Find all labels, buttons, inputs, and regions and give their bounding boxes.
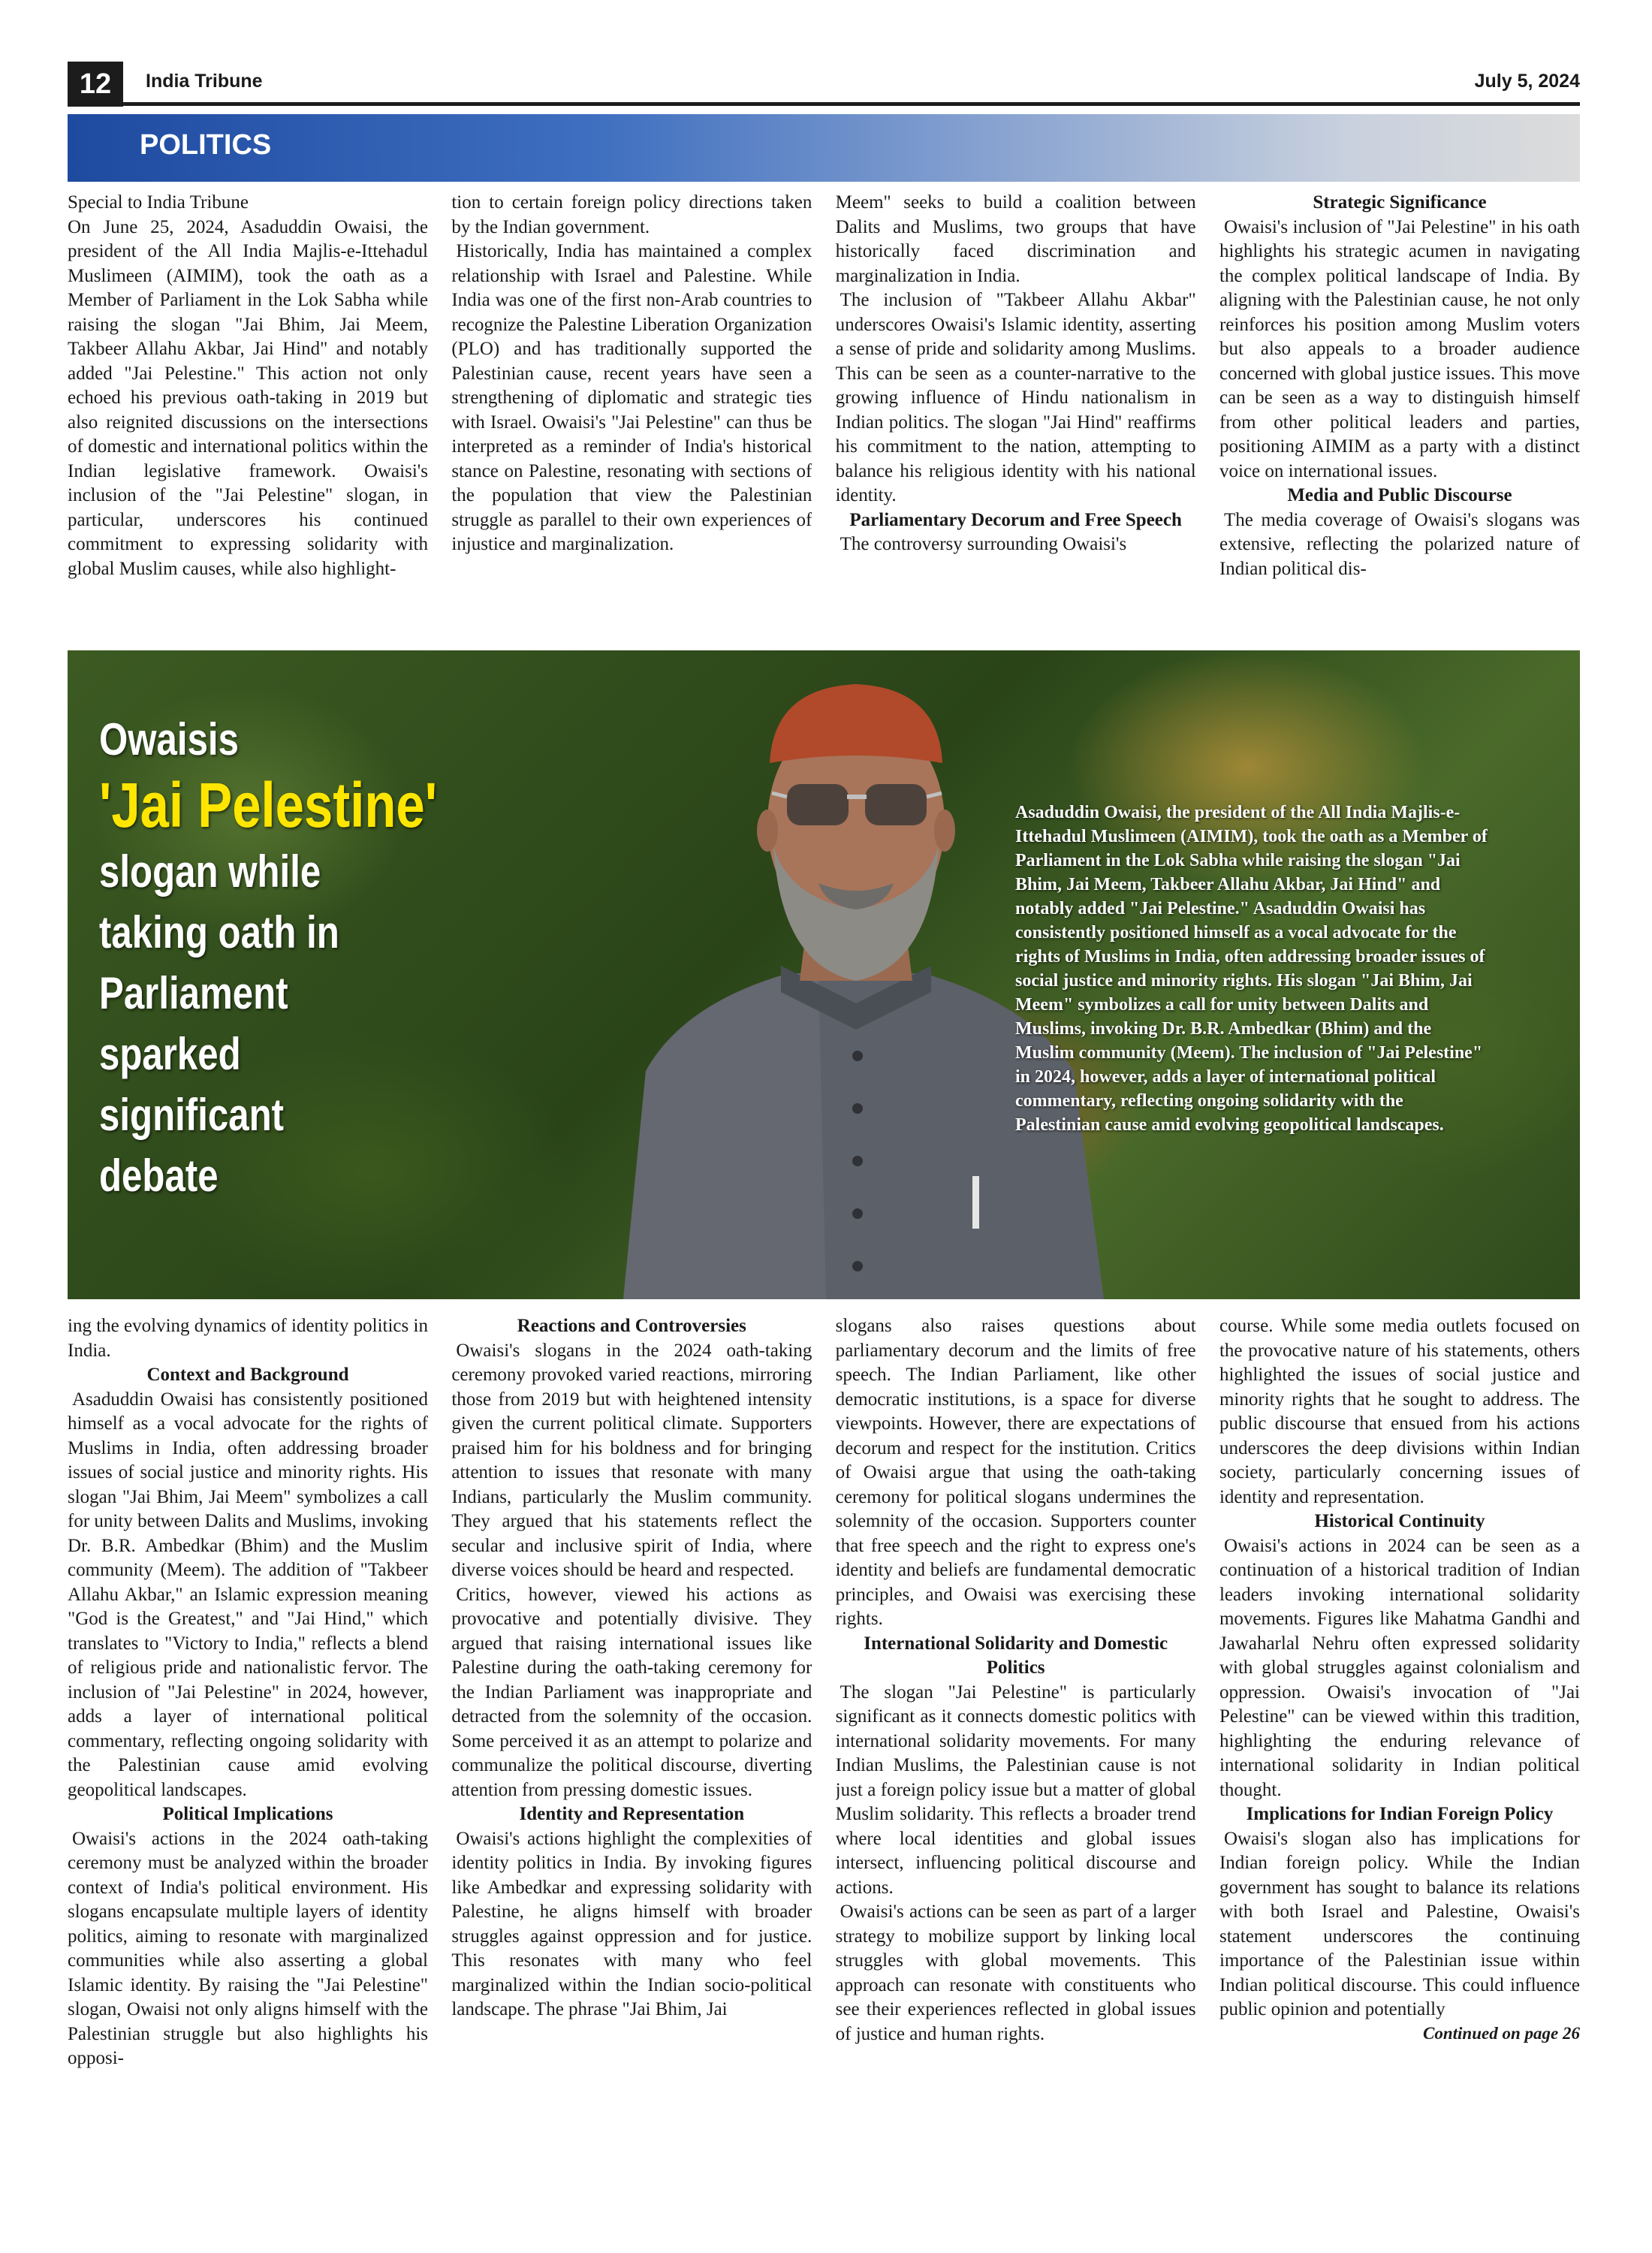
section-title: POLITICS xyxy=(140,129,272,161)
subheading: International Solidarity and Domestic Politics xyxy=(864,1633,1168,1678)
headline-line: sparked xyxy=(99,1029,241,1079)
paragraph: Owaisi's actions highlight the complexities of identity politics in India. By invoking figures like Ambedkar and expressing solidarity with Palestine, he aligns himself with broader struggles against oppression and for justice. This resonates with many who feel marginalized within the Indian socio-political landscape. The phrase "Jai Bhim, Jai xyxy=(451,1828,812,2019)
top-column-2 xyxy=(451,191,812,649)
paragraph: ing the evolving dynamics of identity politics in India. xyxy=(68,1316,428,1361)
subheading: Reactions and Controversies xyxy=(517,1316,746,1336)
headline-line: debate xyxy=(99,1151,219,1201)
subheading: Strategic Significance xyxy=(1313,192,1487,213)
top-column-3 xyxy=(836,191,1196,649)
paragraph: Critics, however, viewed his actions as provocative and potentially divisive. They argued that raising international issues like Palestine during the oath-taking ceremony for the Indian Parliament was inappropriate and detracted from the solemnity of the occasion. Some perceived it as an attempt to polarize and communalize the political discourse, diverting attention from pressing domestic issues. xyxy=(451,1584,812,1800)
bottom-column-4 xyxy=(1219,1314,1580,2230)
page-number: 12 xyxy=(68,62,123,107)
top-column-4 xyxy=(1219,191,1580,649)
subheading: Context and Background xyxy=(146,1365,349,1385)
subheading: Political Implications xyxy=(162,1804,333,1824)
top-column-1 xyxy=(68,191,428,649)
byline: Special to India Tribune xyxy=(68,192,249,213)
headline-slogan: 'Jai Pelestine' xyxy=(99,770,438,840)
bottom-column-3 xyxy=(836,1314,1196,2230)
bottom-column-1 xyxy=(68,1314,428,2230)
subheading: Media and Public Discourse xyxy=(1287,485,1512,505)
paragraph: tion to certain foreign policy directions taken by the Indian government. xyxy=(451,192,812,237)
headline-line: taking oath in xyxy=(99,907,339,958)
headline-line: Parliament xyxy=(99,968,288,1018)
article-bottom-columns xyxy=(68,1314,1580,2230)
paragraph: The inclusion of "Takbeer Allahu Akbar" underscores Owaisi's Islamic identity, asserting a sense of pride and solidarity among Muslims. This can be seen as a counter-narrative to the growing influence of Hindu nationalism in Indian politics. The slogan "Jai Hind" reaffirms his commitment to the nation, attempting to balance his religious identity with his national identity. xyxy=(835,290,1196,505)
headline-line: significant xyxy=(99,1090,285,1140)
paragraph: The controversy surrounding Owaisi's xyxy=(840,534,1127,554)
paragraph: The slogan "Jai Pelestine" is particularly significant as it connects domestic politics with international solidarity movements. For many Indian Muslims, the Palestinian cause is not just a foreign policy issue but a matter of global Muslim solidarity. This reflects a broader trend where local identities and global issues intersect, influencing political discourse and actions. xyxy=(835,1681,1196,1898)
headline-line: slogan while xyxy=(99,846,321,897)
paragraph: course. While some media outlets focused on the provocative nature of his statements, others highlighted the issues of social justice and minority rights that he sought to address. The public discourse that ensued from his actions underscores the deep divisions within Indian society, particularly concerning issues of identity and representation. xyxy=(1219,1316,1580,1507)
issue-date: July 5, 2024 xyxy=(1474,71,1580,92)
paragraph: Owaisi's actions in the 2024 oath-taking ceremony must be analyzed within the broader context of India's political environment. His slogans encapsulate multiple layers of identity politics, aiming to resonate with marginalized communities while also asserting a global Islamic identity. By raising the "Jai Pelestine" slogan, Owaisi not only aligns himself with the Palestinian struggle but also highlights his opposi- xyxy=(68,1828,428,2068)
article-top-columns xyxy=(68,191,1580,649)
bottom-column-2 xyxy=(451,1314,812,2230)
subheading: Implications for Indian Foreign Policy xyxy=(1246,1804,1554,1824)
photo-caption: Asaduddin Owaisi, the president of the All India Majlis-e-Ittehadul Muslimeen (AIMIM), took the oath as a Member of Parliament in the Lok Sabha while raising the slogan "Jai Bhim, Jai Meem, Takbeer Allahu Akbar, Jai Hind" and notably added "Jai Pelestine." Asaduddin Owaisi has consistently positioned himself as a vocal advocate for the rights of Muslims in India, often addressing broader issues of social justice and minority rights. His slogan "Jai Bhim, Jai Meem" symbolizes a call for unity between Dalits and Muslims, invoking Dr. B.R. Ambedkar (Bhim) and the Muslim community (Meem). The inclusion of "Jai Pelestine" in 2024, however, adds a layer of international political commentary, reflecting ongoing solidarity with the Palestinian cause amid evolving geopolitical landscapes. xyxy=(1015,803,1488,1135)
feature-photo xyxy=(68,650,1580,1299)
publication-name: India Tribune xyxy=(146,71,263,92)
paragraph: slogans also raises questions about parliamentary decorum and the limits of free speech. The Indian Parliament, like other democratic institutions, is a space for diverse viewpoints. However, there are expectations of decorum and respect for the institution. Critics of Owaisi argue that using the oath-taking ceremony for political slogans undermines the solemnity of the occasion. Supporters counter that free speech and the right to express one's identity and beliefs are fundamental democratic principles, and Owaisi was exercising these rights. xyxy=(835,1316,1196,1629)
paragraph: The media coverage of Owaisi's slogans was extensive, reflecting the polarized nature of Indian political dis- xyxy=(1219,509,1580,579)
subheading: Identity and Representation xyxy=(519,1804,745,1824)
paragraph: Owaisi's actions in 2024 can be seen as a continuation of a historical tradition of Indian leaders invoking international solidarity movements. Figures like Mahatma Gandhi and Jawaharlal Nehru often expressed solidarity with global struggles against colonialism and oppression. Owaisi's invocation of "Jai Pelestine" can be viewed within this tradition, highlighting the enduring relevance of international solidarity in Indian political thought. xyxy=(1219,1535,1580,1800)
masthead-rule xyxy=(68,102,1580,106)
paragraph: Asaduddin Owaisi has consistently positioned himself as a vocal advocate for the rights of Muslims in India, often addressing broader issues of social justice and minority rights. His slogan "Jai Bhim, Jai Meem" symbolizes a call for unity between Dalits and Muslims, invoking Dr. B.R. Ambedkar (Bhim) and the Muslim community (Meem). The addition of "Takbeer Allahu Akbar," an Islamic expression meaning "God is the Greatest," and "Jai Hind," which translates to "Victory to India," reflects a blend of religious pride and nationalistic fervor. The inclusion of "Jai Pelestine" in 2024, however, adds a layer of international political commentary, reflecting ongoing solidarity with the Palestinian cause amid evolving geopolitical landscapes. xyxy=(68,1389,428,1800)
paragraph: On June 25, 2024, Asaduddin Owaisi, the president of the All India Majlis-e-Ittehadul Muslimeen (AIMIM), took the oath as a Member of Parliament in the Lok Sabha while raising the slogan "Jai Bhim, Jai Meem, Takbeer Allahu Akbar, Jai Hind" and notably added "Jai Pelestine." This action not only echoed his previous oath-taking in 2019 but also reignited discussions on the intersections of domestic and international politics within the Indian legislative framework. Owaisi's inclusion of the "Jai Pelestine" slogan, in particular, underscores his continued commitment to expressing solidarity with global Muslim causes, while also highlight- xyxy=(68,216,428,579)
paragraph: Owaisi's slogan also has implications for Indian foreign policy. While the Indian government has sought to balance its relations with both Israel and Palestine, Owaisi's statement underscores the continuing importance of the Palestinian issue within Indian political discourse. This could influence public opinion and potentially xyxy=(1219,1828,1580,2019)
headline-line-1: Owaisis xyxy=(99,714,239,765)
section-banner xyxy=(68,114,1580,182)
subheading: Historical Continuity xyxy=(1314,1511,1485,1531)
paragraph: Historically, India has maintained a complex relationship with Israel and Palestine. While India was one of the first non-Arab countries to recognize the Palestine Liberation Organization (PLO) and has traditionally supported the Palestinian cause, recent years have seen a strengthening of diplomatic and strategic ties with Israel. Owaisi's "Jai Pelestine" can thus be interpreted as a reminder of India's historical stance on Palestine, resonating with sections of the population that view the Palestinian struggle as parallel to their own experiences of injustice and marginalization. xyxy=(451,241,812,554)
paragraph: Owaisi's slogans in the 2024 oath-taking ceremony provoked varied reactions, mirroring those from 2019 but with heightened intensity given the current political climate. Supporters praised him for his boldness and for bringing attention to issues that resonate with many Indians, particularly the Muslim community. They argued that his statements reflect the secular and inclusive spirit of India, where diverse voices should be heard and respected. xyxy=(451,1340,812,1580)
feature-headline xyxy=(99,710,550,1206)
paragraph: Owaisi's actions can be seen as part of a larger strategy to mobilize support by linking local struggles with global movements. This approach can resonate with constituents who see their experiences reflected in global issues of justice and human rights. xyxy=(835,1902,1196,2044)
paragraph: Meem" seeks to build a coalition between Dalits and Muslims, two groups that have historically faced discrimination and marginalization in India. xyxy=(835,192,1196,286)
subheading: Parliamentary Decorum and Free Speech xyxy=(849,509,1182,530)
paragraph: Owaisi's inclusion of "Jai Pelestine" in his oath highlights his strategic acumen in navigating the complex political landscape of India. By aligning with the Palestinian cause, he not only reinforces his position among Muslim voters but also appeals to a broader audience concerned with global justice issues. This move can be seen as a way to distinguish himself from other political leaders and parties, positioning AIMIM as a party with a distinct voice on international issues. xyxy=(1219,216,1580,481)
continued-link[interactable]: Continued on page 26 xyxy=(1423,2023,1580,2043)
